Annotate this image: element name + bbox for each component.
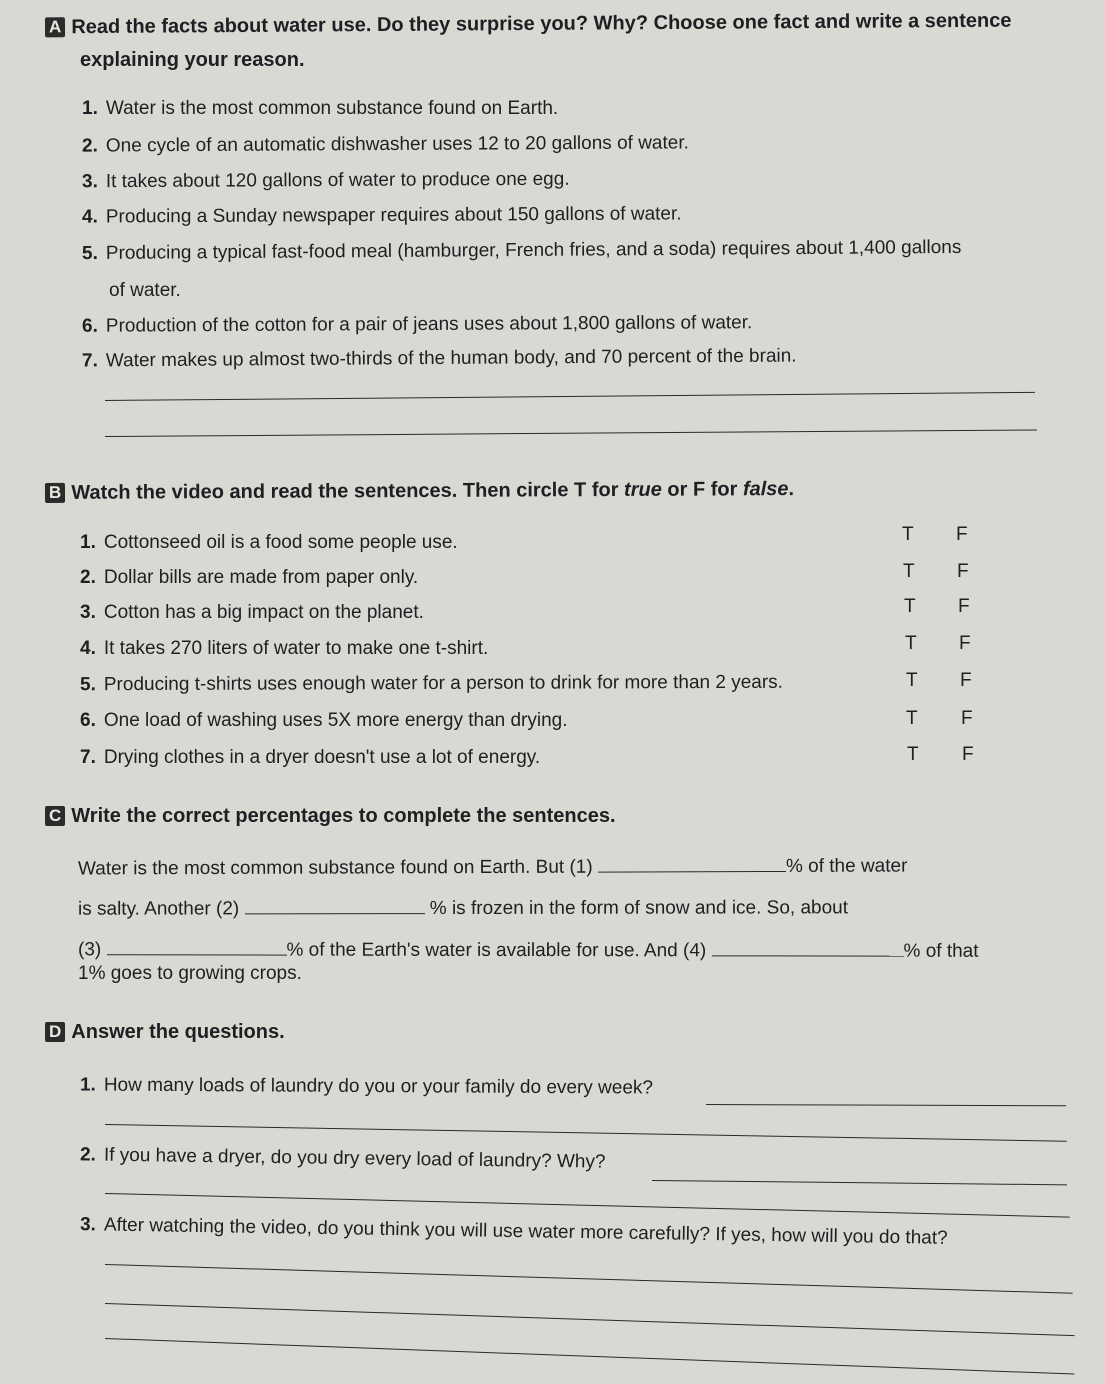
fact-number: 1.	[82, 98, 98, 119]
statement-text: It takes 270 liters of water to make one t-shirt.	[103, 638, 489, 659]
true-option[interactable]: T	[907, 744, 919, 765]
fact-item	[82, 169, 570, 194]
fact-text: Production of the cotton for a pair of jeans uses about 1,800 gallons of water.	[105, 312, 753, 337]
tf-statement	[80, 567, 418, 589]
fact-text: One cycle of an automatic dishwasher uses 12 to 20 gallons of water.	[105, 132, 689, 157]
paragraph-line-4: 1% goes to growing crops.	[78, 963, 302, 984]
fact-number: 2.	[81, 135, 98, 157]
fact-text: It takes about 120 gallons of water to produce one egg.	[105, 168, 570, 193]
fact-item	[82, 132, 689, 157]
tf-statement	[80, 747, 540, 769]
section-b-true-word: true	[623, 478, 662, 501]
section-b-instruction-text: Watch the video and read the sentences. Then circle T for	[71, 478, 625, 504]
true-option[interactable]: T	[905, 633, 917, 654]
section-a-instruction	[45, 10, 1012, 40]
statement-number: 3.	[80, 602, 96, 623]
fact-item	[82, 346, 797, 373]
fact-number: 3.	[81, 171, 98, 193]
fact-item	[82, 98, 558, 120]
fact-text: Producing a Sunday newspaper requires about 150 gallons of water.	[105, 203, 682, 228]
false-option[interactable]: F	[961, 708, 973, 729]
statement-number: 2.	[80, 567, 96, 588]
false-option[interactable]: F	[962, 744, 974, 765]
statement-text: Drying clothes in a dryer doesn't use a lot of energy.	[103, 747, 541, 768]
statement-number: 5.	[79, 674, 96, 696]
question-text: How many loads of laundry do you or your family do every week?	[103, 1074, 654, 1099]
fact-text-continued: of water.	[109, 280, 181, 301]
section-a-badge: A	[45, 17, 65, 37]
fact-number: 7.	[81, 350, 98, 372]
answer-line[interactable]	[105, 1303, 1074, 1336]
statement-number: 7.	[80, 747, 96, 768]
fact-number: 5.	[81, 242, 98, 265]
answer-line[interactable]	[706, 1104, 1066, 1106]
false-option[interactable]: F	[957, 561, 969, 582]
statement-text: Producing t-shirts uses enough water for a person to drink for more than 2 years.	[103, 671, 783, 696]
answer-line[interactable]	[105, 1193, 1070, 1218]
answer-line[interactable]	[105, 429, 1037, 437]
paragraph-text: % is frozen in the form of snow and ice. So, about	[429, 897, 849, 920]
true-option[interactable]: T	[906, 708, 918, 729]
blank-4[interactable]	[712, 939, 904, 956]
question-item	[80, 1144, 606, 1173]
question-number: 3.	[79, 1214, 97, 1236]
statement-text: One load of washing uses 5X more energy than drying.	[103, 710, 568, 731]
statement-number: 6.	[80, 710, 96, 731]
fact-item	[82, 237, 961, 265]
answer-line[interactable]	[105, 1124, 1067, 1142]
true-option[interactable]: T	[904, 596, 916, 617]
question-text: After watching the video, do you think you will use water more carefully? If yes, how will you do that?	[103, 1214, 948, 1249]
false-option[interactable]: F	[958, 596, 970, 617]
statement-text: Cotton has a big impact on the planet.	[103, 602, 424, 623]
section-b-badge: B	[45, 483, 65, 503]
blank-3[interactable]	[107, 938, 287, 955]
section-b-instruction-end: .	[788, 478, 795, 501]
fact-item	[82, 312, 752, 338]
paragraph-text: % of that	[903, 940, 979, 962]
fact-number: 6.	[81, 315, 98, 337]
question-number: 2.	[79, 1144, 97, 1166]
section-b-instruction	[45, 478, 794, 505]
section-c-instruction-text: Write the correct percentages to complete the sentences.	[71, 805, 616, 827]
paragraph-text: (3)	[77, 939, 102, 961]
false-option[interactable]: F	[956, 524, 968, 545]
false-option[interactable]: F	[959, 633, 971, 654]
section-c-badge: C	[45, 806, 65, 826]
answer-line[interactable]	[105, 392, 1035, 401]
section-b-false-word: false	[742, 478, 789, 501]
statement-number: 4.	[80, 638, 96, 659]
answer-line[interactable]	[105, 1338, 1074, 1375]
blank-1[interactable]	[598, 855, 786, 873]
paragraph-text: % of the water	[785, 855, 908, 877]
tf-statement	[80, 672, 783, 696]
section-d-badge: D	[45, 1022, 65, 1042]
blank-2[interactable]	[244, 897, 424, 914]
fact-text: Producing a typical fast-food meal (hamburger, French fries, and a soda) requires about 1,400 gallons	[105, 236, 962, 264]
fact-number: 4.	[81, 206, 98, 228]
tf-statement	[80, 638, 488, 660]
false-option[interactable]: F	[960, 670, 972, 691]
answer-line[interactable]	[105, 1264, 1073, 1294]
paragraph-text: % of the Earth's water is available for use. And (4)	[286, 939, 707, 962]
true-option[interactable]: T	[903, 561, 915, 582]
question-number: 1.	[79, 1074, 96, 1096]
paragraph-line-3	[78, 938, 979, 963]
question-item	[80, 1075, 653, 1100]
statement-number: 1.	[80, 532, 96, 553]
tf-statement	[80, 710, 568, 732]
true-option[interactable]: T	[902, 524, 914, 545]
paragraph-text: is salty. Another (2)	[77, 898, 240, 920]
tf-statement	[80, 602, 424, 624]
paragraph-line-2	[78, 896, 848, 920]
section-a-instruction-line1: Read the facts about water use. Do they surprise you? Why? Choose one fact and write a sentence	[71, 9, 1012, 39]
fact-item	[82, 203, 682, 228]
section-c-instruction	[45, 805, 616, 828]
section-a-instruction-line2: explaining your reason.	[80, 49, 305, 71]
question-item	[80, 1214, 948, 1250]
section-d-instruction-text: Answer the questions.	[71, 1021, 285, 1043]
statement-text: Cottonseed oil is a food some people use.	[103, 532, 458, 553]
tf-statement	[80, 532, 458, 554]
section-b-instruction-mid: or F for	[661, 478, 743, 501]
true-option[interactable]: T	[906, 670, 918, 691]
statement-text: Dollar bills are made from paper only.	[103, 567, 419, 588]
paragraph-text: Water is the most common substance found on Earth. But (1)	[77, 856, 593, 880]
question-text: If you have a dryer, do you dry every load of laundry? Why?	[103, 1144, 606, 1173]
fact-text: Water makes up almost two-thirds of the human body, and 70 percent of the brain.	[105, 345, 797, 372]
section-d-instruction	[45, 1021, 285, 1044]
paragraph-line-1	[78, 855, 907, 881]
answer-line[interactable]	[652, 1180, 1067, 1185]
fact-text: Water is the most common substance found on Earth.	[105, 98, 559, 119]
